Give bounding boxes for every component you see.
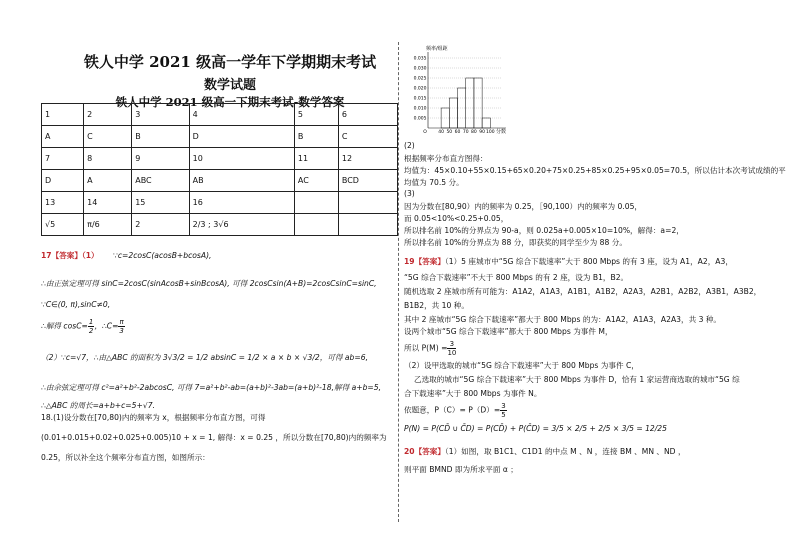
fraction: $\frac{1}{2}$ (88, 318, 94, 335)
q19-line-12: P(N) = P(CD̄ ∪ C̄D) = P(CD̄) + P(C̄D) = 3/5 × 2/5 + 2/5 × 3/5 = 12/25 (404, 424, 667, 433)
q17-line-7: ∴△ABC 的周长=a+b+c=5+√7. (41, 401, 155, 410)
x-tick-label: 50 (446, 130, 453, 135)
q17-line-6: ∴由余弦定理可得 c²=a²+b²-2abcosC, 可得 7=a²+b²-ab=(a+b)²-3ab=(a+b)²-18,解得 a+b=5, (41, 383, 382, 392)
answer-cell: 4 (189, 104, 294, 126)
frequency-histogram (406, 44, 511, 136)
answer-cell: ABC (132, 170, 189, 192)
answer-cell: A (84, 170, 132, 192)
y-tick-label: 0.025 (413, 76, 427, 82)
q19-line-5: 其中 2 座城市“5G 综合下载速率”都大于 800 Mbps 的为：A1A2，A1A3，A2A3，共 3 种。 (404, 315, 722, 324)
q19-line-1: 19【答案】（1）5 座城市中“5G 综合下载速率”大于 800 Mbps 的有 3 座，设为 A1，A2，A3， (404, 257, 733, 266)
q19-line-8: （2）设甲选取的城市“5G 综合下载速率”大于 800 Mbps 为事件 C， (404, 361, 639, 370)
q20-heading: 20【答案】 (404, 447, 445, 456)
r-line-8: 所以排名前 10%的分界点为 90-a，则 0.025a+0.005×10=10%，解得：a=2， (404, 226, 684, 235)
q17-line-5: （2）∵c=√7，∴由△ABC 的面积为 3√3/2 = 1/2 absinC = 1/2 × a × b × √3/2，可得 ab=6, (41, 353, 368, 362)
r-line-7: 而 0.05<10%<0.25+0.05， (404, 214, 509, 223)
q19-line-6: 设两个城市“5G 综合下载速率”都大于 800 Mbps 为事件 M， (404, 327, 613, 336)
histogram-bar (482, 118, 490, 128)
answer-cell: 3 (132, 104, 189, 126)
answer-cell (338, 192, 397, 214)
answer-cell: B (132, 126, 189, 148)
q19-line-3: 随机选取 2 座城市所有可能为：A1A2，A1A3，A1B1，A1B2，A2A3，A2B1，A2B2，A3B1，A3B2， (404, 287, 762, 296)
q20-line-2: 则平面 BMND 即为所求平面 α ； (404, 465, 518, 474)
x-axis-label: 分数 (496, 129, 507, 135)
q17-line-3: ∵C∈(0, π),sinC≠0, (41, 300, 111, 309)
q19-heading: 19【答案】 (404, 257, 445, 266)
answer-cell: 7 (42, 148, 84, 170)
r-line-4: 均值为 70.5 分。 (404, 178, 464, 187)
fraction: $\frac{3}{10}$ (447, 340, 457, 357)
answer-cell: B (294, 126, 338, 148)
column-divider (398, 42, 399, 522)
answer-cell: 15 (132, 192, 189, 214)
y-tick-label: 0.015 (413, 96, 427, 102)
answer-cell: 10 (189, 148, 294, 170)
answer-row (42, 214, 398, 236)
answer-cell: 12 (338, 148, 397, 170)
answer-row (42, 148, 398, 170)
x-tick-label: 70 (462, 130, 469, 135)
answer-cell: A (42, 126, 84, 148)
answer-cell: AC (294, 170, 338, 192)
x-tick-label: 90 (479, 130, 485, 135)
answer-cell: BCD (338, 170, 397, 192)
x-tick-label: O (423, 130, 427, 135)
r-line-3: 均值为：45×0.10+55×0.15+65×0.20+75×0.25+85×0.25+95×0.05=70.5，所以估计本次考试成绩的平 (404, 166, 786, 175)
answer-cell: AB (189, 170, 294, 192)
x-tick-label: 60 (454, 130, 461, 135)
q20-line-1: 20【答案】（1）如图，取 B1C1、C1D1 的中点 M 、N ，连接 BM 、MN 、ND ， (404, 447, 686, 456)
y-tick-label: 0.035 (413, 56, 427, 62)
answer-cell: 16 (189, 192, 294, 214)
q19-line-2: “5G 综合下载速率”不大于 800 Mbps 的有 2 座，设为 B1，B2。 (404, 273, 629, 282)
answer-cell: 11 (294, 148, 338, 170)
r-line-2: 根据频率分布直方图得： (404, 154, 488, 163)
answer-cell: 6 (338, 104, 397, 126)
exam-title: 铁人中学 2021 级高一学年下学期期末考试 (83, 53, 377, 71)
q19-line-9: 乙选取的城市“5G 综合下载速率”大于 800 Mbps 为事件 D，恰有 1 家运营商选取的城市“5G 综 (414, 375, 740, 384)
y-tick-label: 0.020 (413, 86, 427, 92)
histogram-bar (466, 78, 474, 128)
y-tick-label: 0.010 (413, 106, 427, 112)
answer-row (42, 104, 398, 126)
y-axis-label: 频率/组距 (426, 46, 448, 52)
answer-cell: D (189, 126, 294, 148)
answer-cell: √5 (42, 214, 84, 236)
answer-row (42, 126, 398, 148)
q18-line-1: 18.(1)设分数在[70,80)内的频率为 x，根据频率分布直方图，可得 (41, 413, 266, 422)
q19-line-10: 合下载速率”大于 800 Mbps 为事件 N。 (404, 389, 542, 398)
answer-cell: π/6 (84, 214, 132, 236)
r-line-5: (3) (404, 189, 415, 198)
answer-cell (338, 214, 397, 236)
answer-cell: D (42, 170, 84, 192)
answer-cell: 13 (42, 192, 84, 214)
q18-line-2: (0.01+0.015+0.02+0.025+0.005)10 + x = 1, 解得：x = 0.25 ，所以分数在[70,80)内的频率为 (41, 433, 387, 442)
x-tick-label: 80 (471, 130, 477, 135)
fraction: $\frac{3}{5}$ (501, 402, 506, 419)
x-tick-label: 100 (486, 130, 495, 135)
r-line-9: 所以排名前 10%的分界点为 88 分，即获奖的同学至少为 88 分。 (404, 238, 627, 247)
answer-cell (294, 214, 338, 236)
q17-line-4: ∴解得 cosC= $\frac{1}{2}$ ，∴C= $\frac{\pi}{3}$ (41, 318, 124, 335)
histogram-bar (449, 98, 457, 128)
q17-line-1: 17【答案】（1） ∵c=2cosC(acosB+bcosA), (41, 251, 212, 260)
answer-cell: C (84, 126, 132, 148)
answer-cell: 14 (84, 192, 132, 214)
answer-cell: C (338, 126, 397, 148)
q19-line-11: 依题意，P（C）= P（D）= $\frac{3}{5}$ (404, 402, 506, 419)
answer-cell: 5 (294, 104, 338, 126)
answer-cell (294, 192, 338, 214)
answer-row (42, 170, 398, 192)
answer-cell: 2/3 ; 3√6 (189, 214, 294, 236)
q18-line-3: 0.25，所以补全这个频率分布直方图，如图所示： (41, 453, 210, 462)
subject-title: 数学试题 (203, 78, 256, 93)
answer-cell: 2 (84, 104, 132, 126)
answer-cell: 8 (84, 148, 132, 170)
q17-line-2: ∴由正弦定理可得 sinC=2cosC(sinAcosB+sinBcosA), 可得 2cosCsin(A+B)=2cosCsinC=sinC, (41, 279, 377, 288)
q19-line-7: 所以 P(M) = $\frac{3}{10}$ (404, 340, 457, 357)
histogram-bar (474, 78, 482, 128)
answer-title: 铁人中学 2021 级高一下期末考试-数学答案 (115, 95, 345, 109)
answer-cell: 1 (42, 104, 84, 126)
r-line-1: (2) (404, 141, 415, 150)
fraction: $\frac{\pi}{3}$ (119, 318, 124, 335)
answer-row (42, 192, 398, 214)
answer-cell: 2 (132, 214, 189, 236)
y-tick-label: 0.005 (413, 116, 427, 122)
answer-table (41, 103, 398, 236)
x-tick-label: 40 (438, 130, 444, 135)
y-tick-label: 0.030 (413, 66, 427, 72)
q19-line-4: B1B2，共 10 种。 (404, 301, 469, 310)
q17-heading: 17【答案】（1） (41, 251, 99, 260)
r-line-6: 因为分数在[80,90）内的频率为 0.25，［90,100）内的频率为 0.05， (404, 202, 642, 211)
answer-cell: 9 (132, 148, 189, 170)
